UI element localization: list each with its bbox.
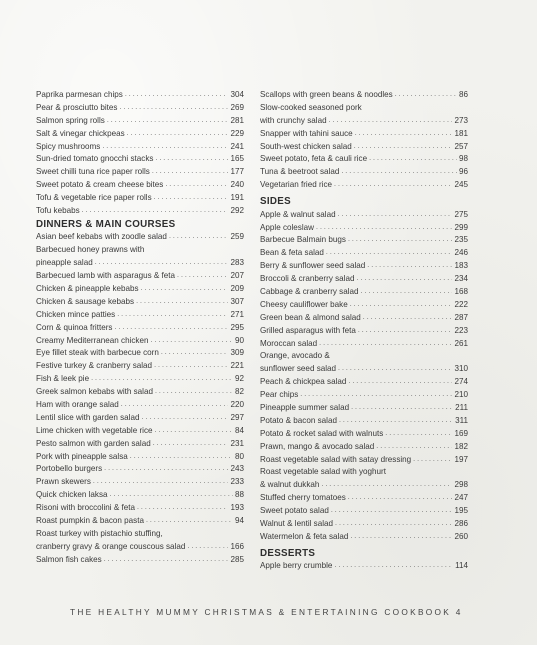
index-entry (260, 363, 468, 376)
dot-leader (413, 454, 452, 467)
recipe-name: sunflower seed salad (260, 364, 337, 374)
page-number: 241 (230, 141, 244, 151)
recipe-name: Sweet potato salad (260, 506, 329, 516)
page-number: 292 (230, 206, 244, 215)
index-column-left (36, 89, 244, 567)
page-number: 246 (454, 248, 468, 258)
dot-leader (165, 179, 228, 192)
page-number: 260 (454, 531, 468, 541)
dot-leader (335, 518, 452, 531)
recipe-name: Walnut & lentil salad (260, 518, 334, 528)
page-number: 273 (454, 115, 468, 125)
index-entry (260, 428, 468, 441)
index-entry (260, 518, 468, 531)
page-number: 274 (454, 377, 468, 387)
page-number: 299 (454, 222, 468, 232)
index-entry (260, 402, 468, 415)
index-entry (36, 451, 244, 464)
index-entry (36, 360, 244, 373)
dot-leader (316, 222, 452, 235)
dot-leader (114, 322, 228, 335)
index-entry (36, 373, 244, 386)
recipe-name: Sun-dried tomato gnocchi stacks (36, 154, 154, 164)
dot-leader (169, 231, 229, 244)
dot-leader (326, 247, 453, 260)
page-number: 177 (230, 167, 244, 177)
index-entry (260, 389, 468, 402)
dot-leader (110, 489, 233, 502)
recipe-name: pineapple salad (36, 258, 93, 268)
page-number: 82 (234, 387, 244, 397)
index-entry (36, 386, 244, 399)
index-entry (36, 515, 244, 528)
dot-leader (350, 299, 453, 312)
index-entry (260, 260, 468, 273)
page-number: 269 (230, 102, 244, 112)
page-number: 165 (230, 154, 244, 164)
index-entry (260, 325, 468, 338)
page-number: 96 (458, 167, 468, 177)
dot-leader (334, 179, 452, 192)
dot-leader (146, 515, 233, 528)
dot-leader (125, 89, 229, 102)
page-number: 222 (454, 299, 468, 309)
index-entry (36, 412, 244, 425)
index-entry (260, 479, 468, 492)
page-number: 261 (454, 338, 468, 348)
index-entry (36, 166, 244, 179)
index-entry (36, 476, 244, 489)
index-entry (260, 454, 468, 467)
dot-leader (348, 234, 453, 247)
recipe-name: Chicken mince patties (36, 309, 116, 319)
index-entry (36, 128, 244, 141)
page-number: 286 (454, 518, 468, 528)
page-number: 259 (230, 232, 244, 242)
page-number: 233 (230, 477, 244, 487)
index-entry-continued-line: Roast vegetable salad with yoghurt (260, 467, 386, 477)
page-number: 94 (234, 515, 244, 525)
page-number: 295 (230, 322, 244, 332)
page-number: 80 (234, 451, 244, 461)
page-number: 304 (230, 89, 244, 99)
index-entry (36, 502, 244, 515)
page-number: 182 (454, 441, 468, 451)
dot-leader (102, 141, 228, 154)
dot-leader (300, 389, 452, 402)
recipe-name: Potato & bacon salad (260, 415, 337, 425)
dot-leader (338, 209, 453, 222)
recipe-name: Cheesy cauliflower bake (260, 299, 348, 309)
page-number: 275 (454, 209, 468, 219)
page-number: 281 (230, 115, 244, 125)
dot-leader (369, 153, 457, 166)
index-entry (36, 399, 244, 412)
page-number: 223 (454, 325, 468, 335)
index-entry (260, 286, 468, 299)
dot-leader (338, 363, 452, 376)
index-entry (260, 115, 468, 128)
recipe-name: Moroccan salad (260, 338, 318, 348)
recipe-name: Pear chips (260, 390, 299, 400)
dot-leader (152, 166, 229, 179)
index-entry (260, 492, 468, 505)
page-number: 92 (234, 374, 244, 384)
dot-leader (395, 89, 457, 102)
dot-leader (350, 531, 452, 544)
dot-leader (341, 166, 457, 179)
page-number: 245 (454, 180, 468, 190)
page-number: 168 (454, 286, 468, 296)
recipe-name: Grilled asparagus with feta (260, 325, 356, 335)
recipe-name: South-west chicken salad (260, 141, 352, 151)
index-entry (260, 234, 468, 247)
index-entry (260, 415, 468, 428)
index-entry (36, 141, 244, 154)
dot-leader (154, 360, 228, 373)
index-entry (36, 541, 244, 554)
recipe-name: Apple coleslaw (260, 222, 314, 232)
index-entry (260, 153, 468, 166)
recipe-name: Prawn skewers (36, 477, 91, 487)
dot-leader (150, 335, 233, 348)
index-entry-continued-line: Barbecued honey prawns with (36, 245, 145, 255)
dot-leader (361, 286, 453, 299)
index-entry-continued-line: Slow-cooked seasoned pork (260, 102, 362, 112)
recipe-name: Tofu kebabs (36, 206, 80, 215)
index-entry (260, 441, 468, 454)
dot-leader (155, 386, 233, 399)
recipe-name: Sweet potato, feta & cauli rice (260, 154, 368, 164)
dot-leader (187, 541, 228, 554)
dot-leader (130, 451, 233, 464)
page-number: 183 (454, 261, 468, 271)
index-entry (36, 192, 244, 205)
dot-leader (155, 153, 228, 166)
dot-leader (95, 257, 229, 270)
recipe-name: Risoni with broccolini & feta (36, 503, 135, 513)
page-number: 240 (230, 180, 244, 190)
section-heading-mains: DINNERS & MAIN COURSES (36, 218, 176, 230)
dot-leader (104, 463, 228, 476)
index-entry (36, 463, 244, 476)
page-number: 234 (454, 274, 468, 284)
page-number: 285 (230, 554, 244, 564)
recipe-name: Cabbage & cranberry salad (260, 286, 359, 296)
recipe-name: Stuffed cherry tomatoes (260, 493, 346, 503)
page-number: 309 (230, 348, 244, 358)
dot-leader (121, 399, 229, 412)
index-entry (36, 153, 244, 166)
index-entry (260, 141, 468, 154)
recipe-name: Apple & walnut salad (260, 209, 336, 219)
index-entry (36, 438, 244, 451)
dot-leader (319, 338, 452, 351)
recipe-name: Watermelon & feta salad (260, 531, 349, 541)
dot-leader (82, 205, 229, 218)
recipe-name: Roast vegetable salad with satay dressing (260, 454, 412, 464)
index-entry (36, 102, 244, 115)
page-number: 166 (230, 541, 244, 551)
dot-leader (351, 402, 453, 415)
recipe-name: Sweet chilli tuna rice paper rolls (36, 167, 150, 177)
recipe-name: Peach & chickpea salad (260, 377, 347, 387)
dot-leader (354, 141, 453, 154)
page-number: 181 (454, 128, 468, 138)
recipe-name: Broccoli & cranberry salad (260, 274, 355, 284)
index-column-right (260, 89, 468, 573)
page-number: 84 (234, 425, 244, 435)
page-number: 90 (234, 335, 244, 345)
index-entry (36, 554, 244, 567)
index-entry (36, 309, 244, 322)
recipe-name: Corn & quinoa fritters (36, 322, 113, 332)
sides-list (260, 209, 468, 544)
page-number: 211 (455, 402, 468, 412)
recipe-name: Pork with pineapple salsa (36, 451, 128, 461)
index-entry (36, 283, 244, 296)
recipe-name: Salt & vinegar chickpeas (36, 128, 125, 138)
recipe-name: Berry & sunflower seed salad (260, 261, 366, 271)
page-number: 243 (230, 464, 244, 474)
page-number: 298 (454, 480, 468, 490)
mains-list (36, 231, 244, 566)
dot-leader (91, 373, 233, 386)
page-number: 283 (230, 258, 244, 268)
dot-leader (363, 312, 453, 325)
index-entry (260, 128, 468, 141)
index-entry (260, 166, 468, 179)
dot-leader (367, 260, 452, 273)
recipe-name: Chicken & pineapple kebabs (36, 283, 139, 293)
section-heading-sides: SIDES (260, 196, 291, 208)
recipe-name: Eye fillet steak with barbecue corn (36, 348, 159, 358)
index-entry (36, 489, 244, 502)
page-number: 297 (230, 412, 244, 422)
dot-leader (356, 273, 452, 286)
dot-leader (385, 428, 452, 441)
recipe-name: Ham with orange salad (36, 399, 119, 409)
recipe-name: & walnut dukkah (260, 480, 320, 490)
index-entry (36, 89, 244, 102)
index-entry-continued-line: Roast turkey with pistachio stuffing, (36, 528, 163, 538)
page-number: 220 (230, 399, 244, 409)
index-entry (260, 312, 468, 325)
recipe-name: Tofu & vegetable rice paper rolls (36, 193, 152, 203)
index-entry (260, 209, 468, 222)
page-number: 207 (230, 271, 244, 281)
dot-leader (321, 479, 452, 492)
recipe-name: Fish & leek pie (36, 374, 90, 384)
index-entry (36, 425, 244, 438)
dot-leader (339, 415, 453, 428)
dot-leader (137, 502, 229, 515)
page-number: 311 (455, 415, 468, 425)
dot-leader (329, 115, 453, 128)
dot-leader (155, 425, 233, 438)
page-number: 98 (458, 154, 468, 164)
page-number: 191 (230, 193, 244, 203)
recipe-name: Asian beef kebabs with zoodle salad (36, 232, 167, 242)
recipe-name: Festive turkey & cranberry salad (36, 361, 153, 371)
recipe-name: Lentil slice with garden salad (36, 412, 140, 422)
recipe-name: Portobello burgers (36, 464, 103, 474)
page-number: 257 (454, 141, 468, 151)
page-number: 229 (230, 128, 244, 138)
recipe-name: Apple berry crumble (260, 561, 333, 571)
dot-leader (161, 347, 229, 360)
recipe-name: Barbecue Balmain bugs (260, 235, 346, 245)
page-number: 210 (454, 390, 468, 400)
index-entry-continued-line: Orange, avocado & (260, 351, 330, 361)
page-number: 235 (454, 235, 468, 245)
page-footer: THE HEALTHY MUMMY CHRISTMAS & ENTERTAINING COOKBOOK 4 (70, 607, 463, 617)
page-number: 271 (230, 309, 244, 319)
index-entry (36, 231, 244, 244)
index-entry (260, 531, 468, 544)
index-entry (260, 89, 468, 102)
page-number: 86 (458, 89, 468, 99)
dot-leader (331, 505, 453, 518)
recipe-name: Creamy Mediterranean chicken (36, 335, 149, 345)
page-number: 195 (454, 506, 468, 516)
recipe-name: Salmon spring rolls (36, 115, 105, 125)
dot-leader (153, 438, 229, 451)
dot-leader (348, 492, 453, 505)
page-number: 88 (234, 490, 244, 500)
index-entry (260, 273, 468, 286)
dot-leader (358, 325, 453, 338)
recipe-name: Pesto salmon with garden salad (36, 438, 151, 448)
recipe-name: Snapper with tahini sauce (260, 128, 353, 138)
index-entry (36, 270, 244, 283)
page-number: 310 (454, 364, 468, 374)
index-entry (36, 347, 244, 360)
dot-leader (348, 376, 452, 389)
index-entry (260, 560, 468, 573)
index-entry (36, 115, 244, 128)
recipe-name: Quick chicken laksa (36, 490, 108, 500)
dot-leader (117, 309, 228, 322)
dot-leader (334, 560, 453, 573)
recipe-name: Prawn, mango & avocado salad (260, 441, 375, 451)
page-number: 287 (454, 312, 468, 322)
mains-continued-list (260, 89, 468, 192)
recipe-name: Bean & feta salad (260, 248, 324, 258)
index-entry (36, 179, 244, 192)
recipe-name: Pineapple summer salad (260, 402, 350, 412)
dot-leader (93, 476, 229, 489)
index-entry (260, 179, 468, 192)
recipe-name: Chicken & sausage kebabs (36, 296, 135, 306)
dot-leader (136, 296, 228, 309)
recipe-name: Vegetarian fried rice (260, 180, 332, 190)
index-entry (36, 257, 244, 270)
page-number: 193 (230, 503, 244, 513)
index-entry (36, 322, 244, 335)
recipe-name: Potato & rocket salad with walnuts (260, 428, 384, 438)
dot-leader (107, 115, 229, 128)
page-number: 114 (455, 561, 468, 571)
recipe-name: Lime chicken with vegetable rice (36, 425, 153, 435)
index-entry (260, 338, 468, 351)
dot-leader (127, 128, 229, 141)
page-number: 209 (230, 283, 244, 293)
page-number: 169 (454, 428, 468, 438)
dot-leader (104, 554, 229, 567)
recipe-name: Green bean & almond salad (260, 312, 361, 322)
dot-leader (177, 270, 228, 283)
dot-leader (154, 192, 229, 205)
recipe-name: Tuna & beetroot salad (260, 167, 340, 177)
recipe-name: Paprika parmesan chips (36, 89, 123, 99)
section-heading-desserts: DESSERTS (260, 547, 316, 559)
dot-leader (376, 441, 452, 454)
index-entry (260, 505, 468, 518)
index-entry (36, 335, 244, 348)
recipe-name: Barbecued lamb with asparagus & feta (36, 271, 176, 281)
index-entry (260, 247, 468, 260)
recipe-name: Scallops with green beans & noodles (260, 89, 393, 99)
dot-leader (141, 283, 229, 296)
recipe-name: cranberry gravy & orange couscous salad (36, 541, 186, 551)
page-number: 307 (230, 296, 244, 306)
desserts-list (260, 560, 468, 573)
recipe-name: Pear & prosciutto bites (36, 102, 118, 112)
page-number: 197 (454, 454, 468, 464)
recipe-name: Spicy mushrooms (36, 141, 101, 151)
recipe-name: Sweet potato & cream cheese bites (36, 180, 164, 190)
recipe-name: Roast pumpkin & bacon pasta (36, 515, 144, 525)
dot-leader (355, 128, 453, 141)
index-entry (260, 376, 468, 389)
index-entry (260, 222, 468, 235)
dot-leader (141, 412, 228, 425)
recipe-name: Greek salmon kebabs with salad (36, 387, 153, 397)
recipe-name: with crunchy salad (260, 115, 327, 125)
page-number: 231 (230, 438, 244, 448)
page-number: 247 (454, 493, 468, 503)
index-entry (36, 296, 244, 309)
page-number: 221 (230, 361, 244, 371)
index-entry (260, 299, 468, 312)
recipe-name: Salmon fish cakes (36, 554, 102, 564)
dot-leader (119, 102, 228, 115)
snacks-list (36, 89, 244, 218)
index-entry (36, 205, 244, 218)
